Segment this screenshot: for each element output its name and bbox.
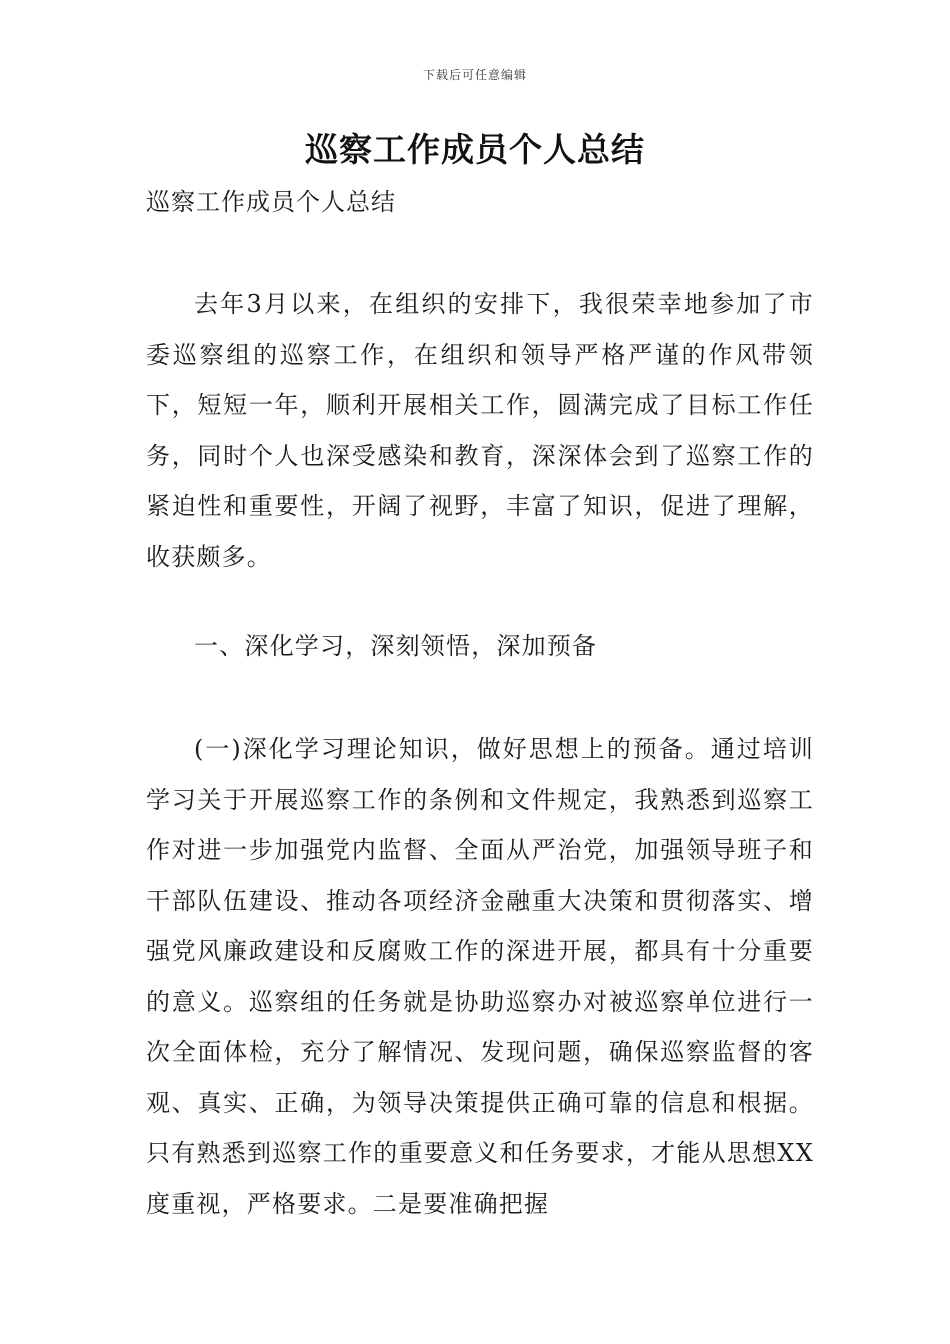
intro-paragraph: 去年3月以来，在组织的安排下，我很荣幸地参加了市委巡察组的巡察工作，在组织和领导严格严谨的作风带领下，短短一年，顺利开展相关工作，圆满完成了目标工作任务，同时个人也深受感染和教育，深深体会到了巡察工作的紧迫性和重要性，开阔了视野，丰富了知识，促进了理解，收获颇多。 (146, 290, 814, 571)
document-title: 巡察工作成员个人总结 (305, 130, 645, 169)
body-paragraph: (一)深化学习理论知识，做好思想上的预备。通过培训学习关于开展巡察工作的条例和文件规定，我熟悉到巡察工作对进一步加强党内监督、全面从严治党，加强领导班子和干部队伍建设、推动各项经济金融重大决策和贯彻落实、增强党风廉政建设和反腐败工作的深进开展，都具有十分重要的意义。巡察组的任务就是协助巡察办对被巡察单位进行一次全面体检，充分了解情况、发现问题，确保巡察监督的客观、真实、正确，为领导决策提供正确可靠的信息和根据。只有熟悉到巡察工作的重要意义和任务要求，才能从思想XX度重视，严格要求。二是要准确把握 (146, 735, 814, 1218)
section-heading: 一、深化学习，深刻领悟，深加预备 (194, 632, 598, 660)
document-subtitle: 巡察工作成员个人总结 (146, 188, 396, 216)
header-note: 下载后可任意编辑 (422, 68, 527, 82)
